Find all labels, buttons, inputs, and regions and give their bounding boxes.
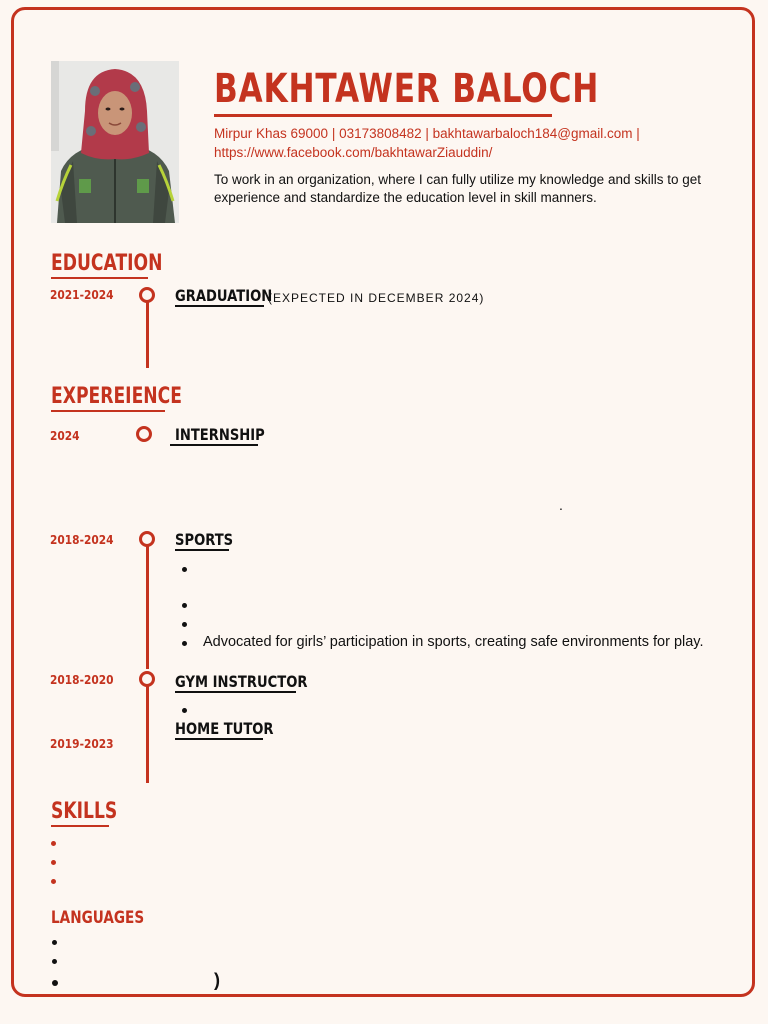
gym-role: GYM INSTRUCTOR (175, 672, 308, 691)
internship-years: 2024 (50, 428, 80, 443)
sports-bullet-text: Advocated for girls’ participation in sports, creating safe environments for play. (203, 634, 704, 650)
sports-role: SPORTS (175, 530, 234, 549)
skills-bullet (51, 879, 56, 884)
sports-bullet (182, 603, 187, 608)
stray-dot: . (559, 497, 563, 513)
gym-years: 2018-2020 (50, 672, 114, 687)
experience-heading-underline (51, 410, 165, 412)
education-note: (EXPECTED IN DECEMBER 2024) (268, 291, 485, 305)
sports-bullet (182, 567, 187, 572)
internship-role: INTERNSHIP (175, 425, 265, 444)
tutor-role-underline (175, 738, 263, 740)
sports-role-underline (175, 549, 229, 551)
skills-bullet (51, 860, 56, 865)
timeline-line (146, 301, 149, 368)
sports-bullet (182, 641, 187, 646)
contact-line-facebook[interactable]: https://www.facebook.com/bakhtawarZiauddin/ (214, 145, 493, 160)
skills-bullet (51, 841, 56, 846)
experience-heading: EXPEREIENCE (51, 384, 182, 409)
education-heading-underline (51, 277, 148, 279)
languages-heading: LANGUAGES (51, 908, 145, 928)
skills-heading: SKILLS (51, 799, 118, 824)
profile-photo (51, 61, 179, 223)
sports-years: 2018-2024 (50, 532, 114, 547)
objective-text: To work in an organization, where I can fully utilize my knowledge and skills to get experience and standardize the education level in skill manners. (214, 172, 701, 205)
tutor-years: 2019-2023 (50, 736, 114, 751)
skills-heading-underline (51, 825, 109, 827)
timeline-line (146, 545, 149, 669)
tutor-role: HOME TUTOR (175, 719, 274, 738)
education-role-underline (175, 305, 264, 307)
sports-bullet (182, 622, 187, 627)
gym-bullet (182, 708, 187, 713)
languages-bullet (52, 959, 57, 964)
education-heading: EDUCATION (51, 251, 163, 276)
internship-role-underline (170, 444, 258, 446)
timeline-dot (136, 426, 152, 442)
candidate-name: BAKHTAWER BALOCH (214, 66, 600, 112)
timeline-line (146, 685, 149, 783)
profile-photo-image (51, 61, 179, 223)
languages-bullet (52, 980, 58, 986)
name-underline (214, 114, 552, 117)
education-role: GRADUATION (175, 286, 273, 305)
education-years: 2021-2024 (50, 287, 114, 302)
languages-bullet (52, 940, 57, 945)
contact-info (214, 124, 734, 162)
contact-line-address-phone-email: Mirpur Khas 69000 | 03173808482 | bakhtawarbaloch184@gmail.com | (214, 126, 640, 141)
gym-role-underline (175, 691, 296, 693)
languages-trailing-paren: ) (214, 970, 220, 990)
